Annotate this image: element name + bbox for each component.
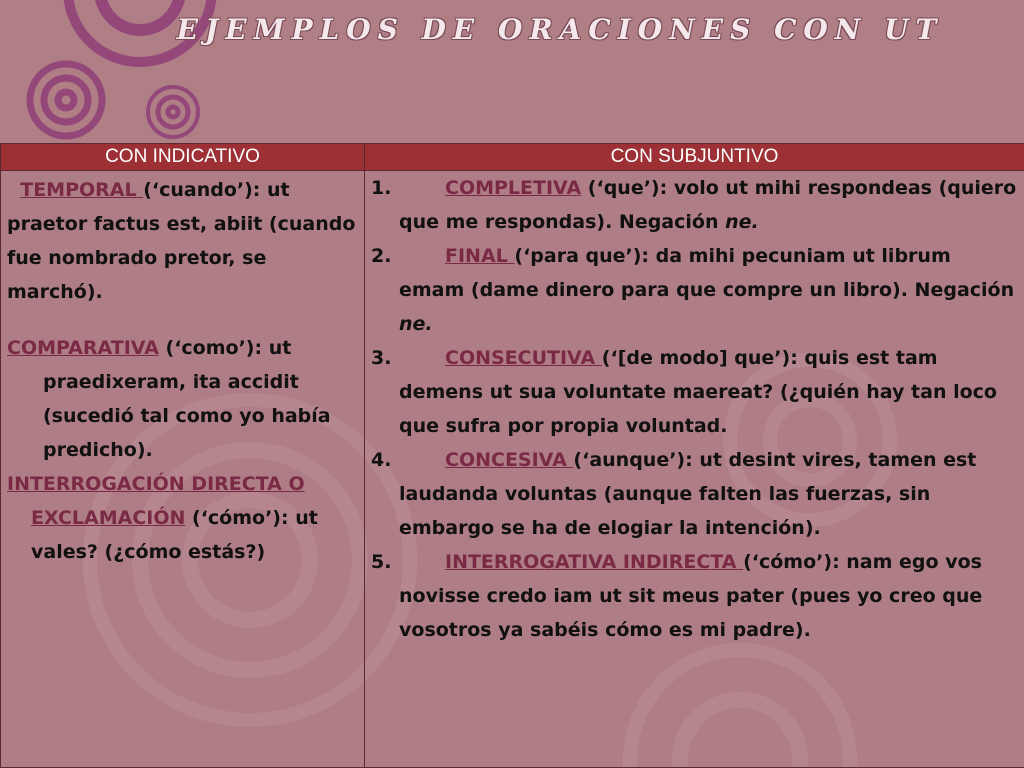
concesiva-label: CONCESIVA — [445, 449, 574, 471]
completiva-text: (‘que’): volo ut mihi respondeas (quiero que me respondas). Negación — [399, 177, 1017, 233]
consecutiva-label: CONSECUTIVA — [445, 347, 602, 369]
slide-title: EJEMPLOS DE ORACIONES CON UT — [176, 13, 944, 46]
final-negation: ne. — [399, 313, 433, 335]
completiva-negation: ne. — [725, 211, 759, 233]
consecutiva-text: (‘[de modo] que’): quis est tam demens ut sua voluntate maereat? (¿quién hay tan loco que sufra por propia voluntad. — [399, 347, 997, 437]
interrogacion-label: INTERROGACIÓN DIRECTA O EXCLAMACIÓN — [7, 473, 305, 529]
item-number: 3. — [371, 347, 392, 369]
comparativa-text: (‘como’): ut praedixeram, ita accidit (sucedió tal como yo había predicho). — [43, 337, 331, 461]
interrogacion-text: (‘cómo’): ut vales? (¿cómo estás?) — [31, 507, 318, 563]
interrogativa-indirecta-text: (‘cómo’): nam ego vos novisse credo iam ut sit meus pater (pues yo creo que vosotros ya sabéis cómo es mi padre). — [399, 551, 983, 641]
interrogativa-indirecta-label: INTERROGATIVA INDIRECTA — [445, 551, 744, 573]
item-number: 5. — [371, 551, 392, 573]
final-label: FINAL — [445, 245, 515, 267]
list-item-final — [371, 239, 1018, 341]
temporal-text: (‘cuando’): ut praetor factus est, abiit (cuando fue nombrado pretor, se marchó). — [7, 179, 356, 303]
subjuntivo-list — [365, 171, 1024, 647]
temporal-label: TEMPORAL — [20, 179, 144, 201]
header-con-subjuntivo: CON SUBJUNTIVO — [365, 144, 1024, 171]
subjuntivo-cell — [365, 171, 1024, 768]
list-item-completiva — [371, 171, 1018, 239]
table-body-row — [1, 171, 1024, 768]
temporal-paragraph — [7, 173, 358, 309]
concesiva-text: (‘aunque’): ut desint vires, tamen est laudanda voluntas (aunque falten las fuerzas, sin embargo se ha de elogiar la intención). — [399, 449, 977, 539]
indicativo-cell — [1, 171, 365, 768]
item-number: 4. — [371, 449, 392, 471]
comparativa-label: COMPARATIVA — [7, 337, 159, 359]
interrogacion-paragraph — [7, 467, 358, 569]
header-con-indicativo: CON INDICATIVO — [1, 144, 365, 171]
list-item-concesiva — [371, 443, 1018, 545]
table-header-row — [1, 144, 1024, 171]
item-number: 2. — [371, 245, 392, 267]
list-item-consecutiva — [371, 341, 1018, 443]
completiva-label: COMPLETIVA — [445, 177, 582, 199]
final-text: (‘para que’): da mihi pecuniam ut librum emam (dame dinero para que compre un libro). Negación — [399, 245, 1015, 301]
ut-sentences-table — [0, 143, 1024, 768]
comparativa-paragraph — [7, 331, 358, 467]
item-number: 1. — [371, 177, 392, 199]
list-item-interrogativa-indirecta — [371, 545, 1018, 647]
